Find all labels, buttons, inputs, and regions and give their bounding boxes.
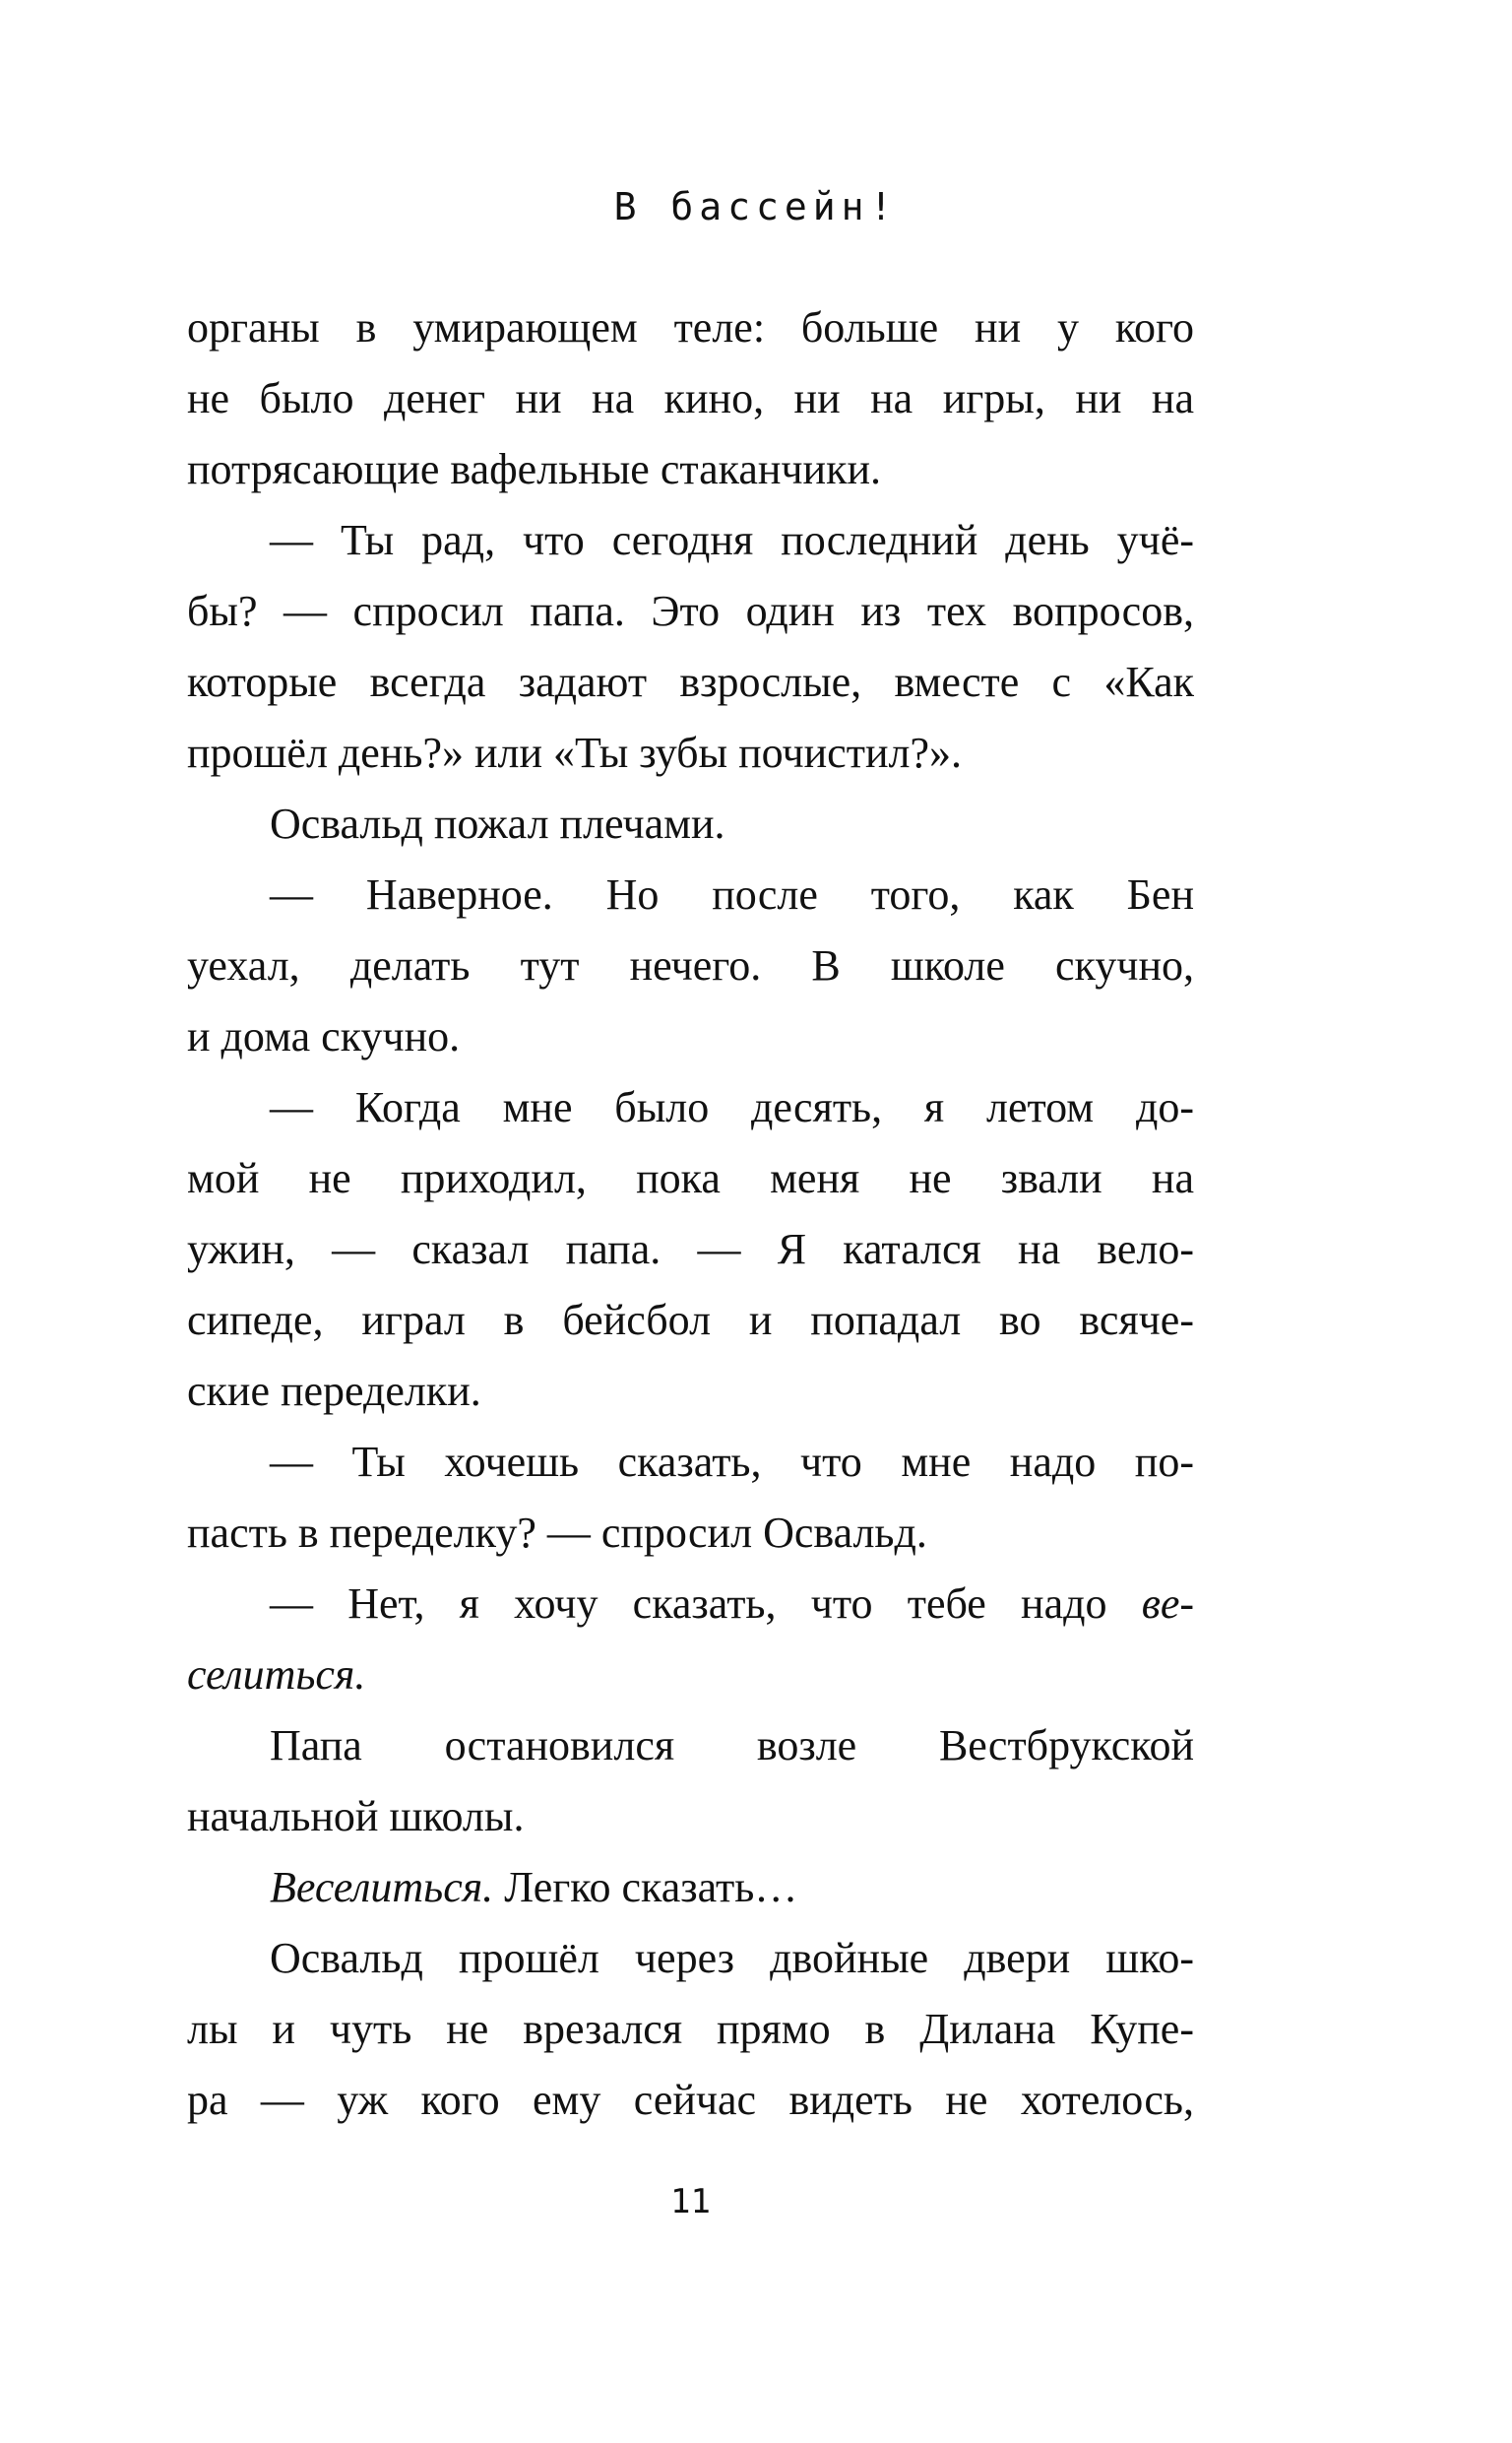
text-segment: — Ты рад, что сегодня последний день учё- bbox=[270, 516, 1194, 564]
text-line bbox=[187, 1781, 1194, 1852]
italic-text: ве- bbox=[1141, 1579, 1194, 1628]
text-line bbox=[187, 2065, 1194, 2136]
italic-text: Веселиться. bbox=[270, 1863, 494, 1911]
text-segment: пасть в переделку? — спросил Освальд. bbox=[187, 1509, 927, 1557]
text-segment: сипеде, играл в бейсбол и попадал во всяче- bbox=[187, 1296, 1194, 1344]
text-line bbox=[187, 1356, 1194, 1427]
text-line bbox=[187, 1285, 1194, 1356]
paragraph-first-line bbox=[187, 860, 1194, 931]
text-segment: — Ты хочешь сказать, что мне надо по- bbox=[270, 1438, 1194, 1486]
page-number: 11 bbox=[670, 2182, 711, 2221]
text-segment: прошёл день?» или «Ты зубы почистил?». bbox=[187, 729, 962, 777]
text-line bbox=[187, 1994, 1194, 2065]
text-line bbox=[187, 576, 1194, 647]
text-segment: лы и чуть не врезался прямо в Дилана Купе- bbox=[187, 2005, 1194, 2053]
text-segment: которые всегда задают взрослые, вместе с «Как bbox=[187, 658, 1194, 706]
paragraph-first-line bbox=[187, 789, 1194, 860]
body-text bbox=[187, 292, 1194, 2136]
text-segment: ра — уж кого ему сейчас видеть не хотелось, bbox=[187, 2076, 1194, 2124]
text-segment: мой не приходил, пока меня не звали на bbox=[187, 1154, 1194, 1202]
paragraph-first-line bbox=[187, 1710, 1194, 1781]
paragraph-first-line bbox=[187, 1072, 1194, 1143]
running-head: В бассейн! bbox=[613, 185, 899, 228]
paragraph-first-line bbox=[187, 1852, 1194, 1923]
text-segment: бы? — спросил папа. Это один из тех вопросов, bbox=[187, 587, 1194, 635]
italic-text: селиться. bbox=[187, 1650, 366, 1699]
text-segment: потрясающие вафельные стаканчики. bbox=[187, 445, 882, 493]
text-line bbox=[187, 1143, 1194, 1214]
text-segment: — Когда мне было десять, я летом до- bbox=[270, 1083, 1194, 1131]
text-segment: — Наверное. Но после того, как Бен bbox=[270, 870, 1194, 919]
text-segment: и дома скучно. bbox=[187, 1012, 461, 1061]
text-line bbox=[187, 363, 1194, 434]
text-segment: Освальд прошёл через двойные двери шко- bbox=[270, 1934, 1194, 1982]
text-segment: уехал, делать тут нечего. В школе скучно, bbox=[187, 941, 1194, 990]
text-line bbox=[187, 1639, 1194, 1710]
text-line bbox=[187, 647, 1194, 718]
text-segment: ские переделки. bbox=[187, 1367, 481, 1415]
text-segment: начальной школы. bbox=[187, 1792, 525, 1840]
text-line bbox=[187, 931, 1194, 1001]
text-line bbox=[187, 1498, 1194, 1569]
text-segment: ужин, — сказал папа. — Я катался на вело- bbox=[187, 1225, 1194, 1273]
text-segment: Папа остановился возле Вестбрукской bbox=[270, 1721, 1194, 1769]
text-segment: Легко сказать… bbox=[493, 1863, 798, 1911]
text-segment: Освальд пожал плечами. bbox=[270, 800, 725, 848]
paragraph-first-line bbox=[187, 1923, 1194, 1994]
text-line bbox=[187, 434, 1194, 505]
text-line bbox=[187, 718, 1194, 789]
text-line bbox=[187, 1214, 1194, 1285]
text-segment: не было денег ни на кино, ни на игры, ни на bbox=[187, 374, 1194, 422]
text-segment: органы в умирающем теле: больше ни у кого bbox=[187, 303, 1194, 352]
text-line bbox=[187, 292, 1194, 363]
text-segment: — Нет, я хочу сказать, что тебе надо bbox=[270, 1579, 1142, 1628]
paragraph-first-line bbox=[187, 1427, 1194, 1498]
paragraph-first-line bbox=[187, 505, 1194, 576]
paragraph-first-line bbox=[187, 1569, 1194, 1639]
text-line bbox=[187, 1001, 1194, 1072]
